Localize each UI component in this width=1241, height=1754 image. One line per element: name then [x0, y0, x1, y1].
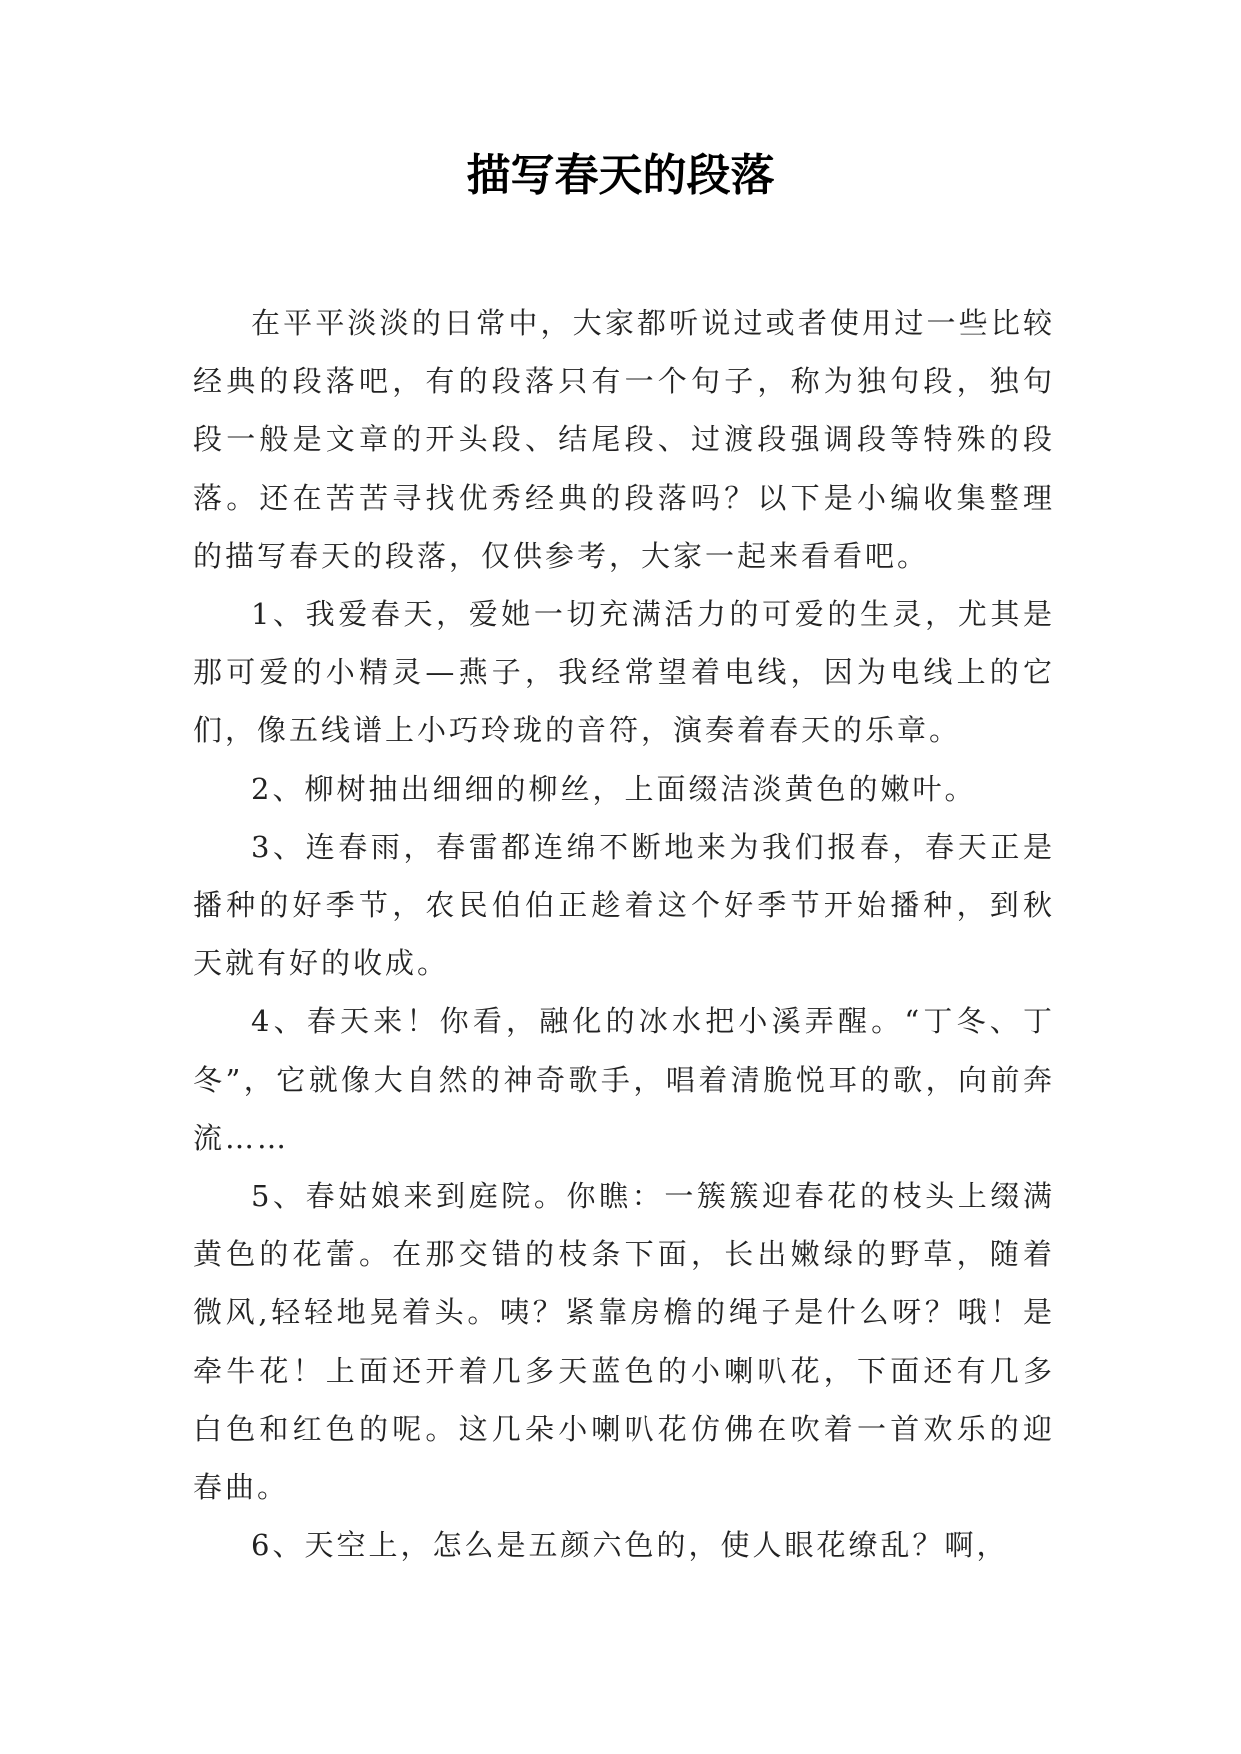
paragraph-2: 2、柳树抽出细细的柳丝，上面缀洁淡黄色的嫩叶。 [251, 771, 977, 806]
paragraph-5: 5、春姑娘来到庭院。你瞧：一簇簇迎春花的枝头上缀满黄色的花蕾。在那交错的枝条下面，长出嫩绿的野草，随着微风,轻轻地晃着头。咦？紧靠房檐的绳子是什么呀？哦！是牵牛花！上面还开着几多天蓝色的小喇叭花，下面还有几多白色和红色的呢。这几朵小喇叭花仿佛在吹着一首欢乐的迎春曲。 [193, 1179, 1055, 1505]
document-body [193, 294, 1055, 1574]
paragraph-4: 4、春天来！你看，融化的冰水把小溪弄醒。“丁冬、丁冬”，它就像大自然的神奇歌手，唱着清脆悦耳的歌，向前奔流…… [193, 1004, 1055, 1155]
paragraph-6: 6、天空上，怎么是五颜六色的，使人眼花缭乱？啊， [251, 1528, 1009, 1563]
document-title: 描写春天的段落 [466, 150, 775, 201]
paragraph-3: 3、连春雨，春雷都连绵不断地来为我们报春，春天正是播种的好季节，农民伯伯正趁着这个好季节开始播种，到秋天就有好的收成。 [193, 829, 1055, 981]
paragraph-1: 1、我爱春天，爱她一切充满活力的可爱的生灵，尤其是那可爱的小精灵—燕子，我经常望着电线，因为电线上的它们，像五线谱上小巧玲珑的音符，演奏着春天的乐章。 [193, 597, 1055, 748]
paragraph-intro: 在平平淡淡的日常中，大家都听说过或者使用过一些比较经典的段落吧，有的段落只有一个句子，称为独句段，独句段一般是文章的开头段、结尾段、过渡段强调段等特殊的段落。还在苦苦寻找优秀经典的段落吗？以下是小编收集整理的描写春天的段落，仅供参考，大家一起来看看吧。 [193, 306, 1055, 573]
